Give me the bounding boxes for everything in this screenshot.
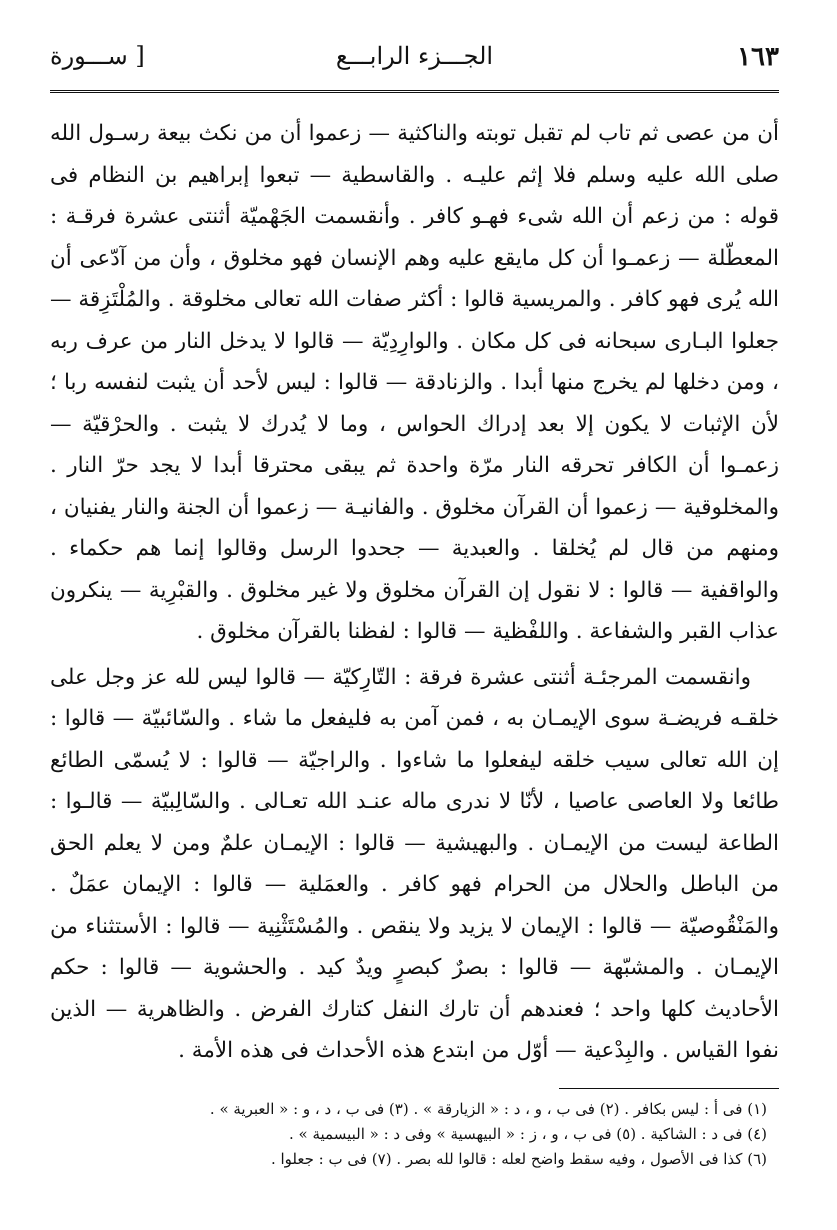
- text-line: أبدا لا يجد حرّ النار . والمخلوقية — زعموا أن القرآن مخلوق . والفانيـة — زعموا أن الجنة: [50, 453, 779, 520]
- footnote-line: (٤) فى د : الشاكية . (٥) فى ب ، و ، ز : « البيهسية » وفى د : « البيسمية » .: [289, 1124, 767, 1143]
- running-title: الجـــزء الرابـــع: [335, 42, 494, 70]
- text-line: والوارِدِيّة — قالوا لا يدخل النار من عرف ربه ، ومن دخلها لم يخرج منها أبدا . والزنادقة —: [50, 328, 779, 395]
- text-line: والظاهرية — الذين نفوا القياس . والبِدْعية — أوّل من ابتدع هذه الأحداث فى هذه الأمة .: [50, 996, 779, 1063]
- text-line: والبهيشية — قالوا : الإيمـان علمٌ ومن لا يعلم الحق من الباطل والحلال من الحرام فهو: [50, 830, 779, 897]
- paragraph-1: [50, 113, 779, 653]
- text-line: صلى الله عليه وسلم فلا إثم عليـه . والقاسطية — تبعوا إبراهيم بن النظام فى قوله : من زعم: [50, 162, 779, 229]
- text-line: أن الله شىء فهـو كافر . وأنقسمت الجَهْميّة أثنتى عشرة فرقـة : المعطّلة — زعمـوا أن: [50, 204, 779, 271]
- text-line: وانقسمت المرجئـة أثنتى عشرة فرقة : التّارِكيّة — قالوا ليس لله عز وجل على خلقـه: [50, 664, 779, 731]
- paragraph-2: [50, 657, 779, 1072]
- text-line: لأنّا لا ندرى ماله عنـد الله تعـالى . والسّالِبيّة — قالـوا : الطاعة ليست من الإيمـان .: [50, 789, 779, 856]
- footnote-line: (١) فى أ : ليس بكافر . (٢) فى ب ، و ، د : « الزيارقة » . (٣) فى ب ، د ، و : « العبرية » .: [209, 1099, 767, 1118]
- footnotes: [50, 1097, 779, 1172]
- page-header: [50, 40, 779, 93]
- text-line: أن من عصى ثم تاب لم تقبل توبته والناكثية — زعموا أن من نكث بيعة رسـول الله: [50, 121, 779, 146]
- main-text: [50, 113, 779, 1072]
- text-line: قالوا : ليس لأحد أن يثبت لنفسه ربا ؛ لأن الإثبات لا يكون إلا بعد إدراك الحواس ،: [50, 370, 780, 437]
- footnote-divider: [559, 1088, 779, 1089]
- surah-label: [ ســـورة: [50, 42, 145, 70]
- text-line: القبر والشفاعة . واللفْظية — قالوا : لفظنا بالقرآن مخلوق .: [196, 619, 722, 644]
- text-line: كل مايقع عليه وهم الإنسان فهو مخلوق ، وأن من آدّعى أن الله يُرى فهو كافر . والمريسية: [50, 245, 779, 312]
- text-line: قالوا : أكثر صفات الله تعالى مخلوقة . والمُلْتَزِقة — جعلوا البـارى سبحانه فى كل مكان .: [50, 287, 779, 354]
- text-line: سيب خلقه ليفعلوا ما شاءوا . والراجيّة — قالوا : لا يُسمّى الطائع طائعا ولا العاصى عاصيا ،: [50, 747, 779, 814]
- text-line: كافر . والعمَلية — قالوا : الإيمان عمَلٌ . والمَنْقُوصيّة — قالوا : الإيمان لا يزيد ولا ينقص .: [50, 872, 779, 939]
- text-line: والنار يفنيان ، ومنهم من قال لم يُخلقا . والعبدية — جحدوا الرسل وقالوا إنما هم حكماء .: [50, 494, 779, 561]
- text-line: وما لا يُدرك لا يثبت . والحرْقيّة — زعمـوا أن الكافر تحرقه النار مرّة واحدة ثم يبقى محترقا: [50, 411, 780, 478]
- text-line: والمُسْتَثْنِية — قالوا : الأستثناء من الإيمـان . والمشبّهة — قالوا : بصرٌ كبصرٍ ويدٌ كيد .: [50, 913, 780, 980]
- text-line: والحشوية — قالوا : حكم الأحاديث كلها واحد ؛ فعندهم أن تارك النفل كتارك الفرض .: [50, 955, 779, 1022]
- page-number: ١٦٣: [737, 42, 779, 72]
- footnote-line: (٦) كذا فى الأصول ، وفيه سقط واضح لعله : قالوا لله بصر . (٧) فى ب : جعلوا .: [270, 1149, 767, 1168]
- text-line: فريضـة سوى الإيمـان به ، فمن آمن به فليفعل ما شاء . والسّائبيّة — قالوا : إن الله تعالى: [50, 706, 779, 773]
- text-line: والواقفية — قالوا : لا نقول إن القرآن مخلوق ولا غير مخلوق . والقبْرِية — ينكرون عذاب: [50, 577, 779, 644]
